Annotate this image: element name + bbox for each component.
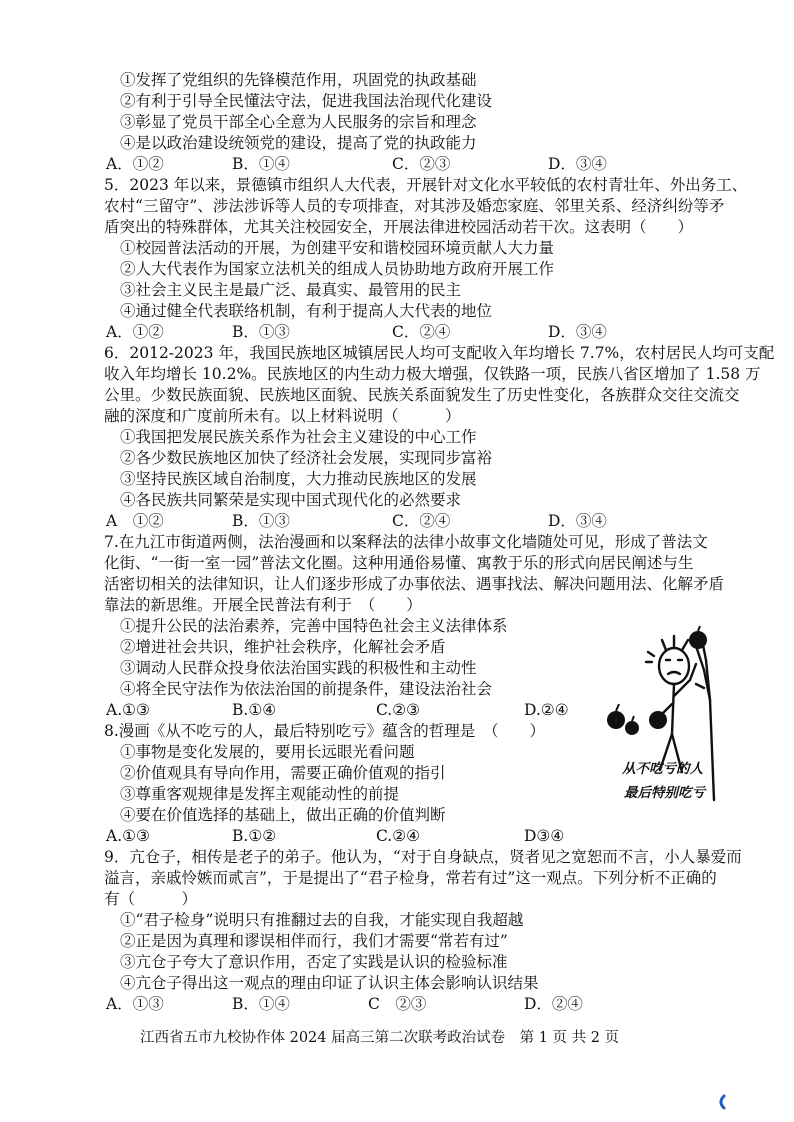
apple-held xyxy=(649,711,667,729)
q7-stem-line-1: 7.在九江市街道两侧，法治漫画和以案释法的法律小故事文化墙随处可见，形成了普法文 xyxy=(104,533,708,551)
q8-option-a: A.①③ xyxy=(106,827,150,845)
q8-option-c: C.②④ xyxy=(376,827,421,845)
q6-statement-2: ②各少数民族地区加快了经济社会发展，实现同步富裕 xyxy=(120,449,493,467)
q5-option-c: C．②④ xyxy=(392,323,451,341)
q8-statement-2: ②价值观具有导向作用，需要正确价值观的指引 xyxy=(120,764,446,782)
q8-statement-3: ③尊重客观规律是发挥主观能动性的前提 xyxy=(120,785,400,803)
q7-stem-line-4: 靠法的新思维。开展全民普法有利于 （ ） xyxy=(104,596,422,614)
q6-option-a: A ①② xyxy=(106,512,164,530)
q5-stem-line-3: 盾突出的特殊群体，尤其关注校园安全，开展法律进校园活动若干次。这表明（ ） xyxy=(104,218,694,236)
q4-statement-1: ①发挥了党组织的先锋模范作用，巩固党的执政基础 xyxy=(120,71,477,89)
q9-statement-2: ②正是因为真理和谬误相伴而行，我们才需要“常若有过” xyxy=(120,932,508,950)
q7-stem-line-2: 化街、“一街一室一园”普法文化圈。这种用通俗易懂、寓教于乐的形式向居民阐述与生 xyxy=(104,554,694,572)
q9-statement-4: ④亢仓子得出这一观点的理由印证了认识主体会影响认识结果 xyxy=(120,974,539,992)
q9-statement-3: ③亢仓子夸大了意识作用，否定了实践是认识的检验标准 xyxy=(120,953,508,971)
q9-stem-line-3: 有（ ） xyxy=(104,890,198,908)
q7-statement-4: ④将全民守法作为依法治国的前提条件，建设法治社会 xyxy=(120,680,493,698)
q4-option-c: C．②③ xyxy=(392,155,451,173)
q9-stem-line-1: 9．亢仓子，相传是老子的弟子。他认为，“对于自身缺点，贤者见之宽恕而不言，小人暴爱而 xyxy=(104,848,742,866)
q7-statement-1: ①提升公民的法治素养，完善中国特色社会主义法律体系 xyxy=(120,617,508,635)
q8-option-b: B.①② xyxy=(232,827,277,845)
q5-statement-3: ③社会主义民主是最广泛、最真实、最管用的民主 xyxy=(120,281,462,299)
q5-statement-1: ①校园普法活动的开展，为创建平安和谐校园环境贡献人大力量 xyxy=(120,239,555,257)
q4-option-a: A．①② xyxy=(106,155,164,173)
q4-statement-3: ③彰显了党员干部全心全意为人民服务的宗旨和理念 xyxy=(120,113,477,131)
q5-option-b: B．①③ xyxy=(232,323,290,341)
q4-statement-4: ④是以政治建设统领党的建设，提高了党的执政能力 xyxy=(120,134,477,152)
q7-option-c: C.②③ xyxy=(376,701,421,719)
q5-stem-line-1: 5．2023 年以来，景德镇市组织人大代表，开展针对文化水平较低的农村青壮年、外出务工、 xyxy=(104,176,748,194)
q7-stem-line-3: 活密切相关的法律知识，让人们逐步形成了办事依法、遇事找法、解决问题用法、化解矛盾 xyxy=(104,575,725,593)
q5-stem-line-2: 农村“三留守”、涉法涉诉等人员的专项排查，对其涉及婚恋家庭、邻里关系、经济纠纷等矛 xyxy=(104,197,725,215)
q7-statement-3: ③调动人民群众投身依法治国实践的积极性和主动性 xyxy=(120,659,477,677)
q5-statement-2: ②人大代表作为国家立法机关的组成人员协助地方政府开展工作 xyxy=(120,260,555,278)
q6-stem-line-4: 融的深度和广度前所未有。以上材料说明（ ） xyxy=(104,407,461,425)
apple-fallen-1 xyxy=(607,711,625,729)
q4-statement-2: ②有利于引导全民懂法守法，促进我国法治现代化建设 xyxy=(120,92,493,110)
q9-option-a: A．①③ xyxy=(106,995,164,1013)
q7-option-d: D.②④ xyxy=(524,701,569,719)
q9-option-b: B．①④ xyxy=(232,995,290,1013)
q9-option-c: C ②③ xyxy=(368,995,427,1013)
q9-stem-line-2: 溢言，亲戚怜嫉而贰言”，于是提出了“君子检身，常若有过”这一观点。下列分析不正确的 xyxy=(104,869,717,887)
q6-statement-4: ④各民族共同繁荣是实现中国式现代化的必然要求 xyxy=(120,491,462,509)
q4-option-d: D．③④ xyxy=(548,155,607,173)
q8-statement-1: ①事物是变化发展的，要用长远眼光看问题 xyxy=(120,743,415,761)
q6-statement-1: ①我国把发展民族关系作为社会主义建设的中心工作 xyxy=(120,428,477,446)
q8-cartoon-caption-2: 最后特别吃亏 xyxy=(624,785,705,801)
q9-option-d: D．②④ xyxy=(524,995,583,1013)
person-body xyxy=(672,684,674,734)
q6-option-b: B．①③ xyxy=(232,512,290,530)
q7-statement-2: ②增进社会共识，维护社会秩序，化解社会矛盾 xyxy=(120,638,446,656)
q6-stem-line-2: 收入年均增长 10.2%。民族地区的内生动力极大增强，仅铁路一项，民族八省区增加了 1.58 万 xyxy=(104,365,761,383)
tree-trunk xyxy=(702,640,714,800)
q6-stem-line-1: 6．2012-2023 年，我国民族地区城镇居民人均可支配收入年均增长 7.7%，农村居民人均可支配 xyxy=(104,344,775,362)
q6-option-d: D．③④ xyxy=(548,512,607,530)
q5-option-d: D．③④ xyxy=(548,323,607,341)
q6-option-c: C．②④ xyxy=(392,512,451,530)
q5-statement-4: ④通过健全代表联络机制，有利于提高人大代表的地位 xyxy=(120,302,493,320)
person-head xyxy=(659,648,689,684)
q8-stem: 8.漫画《从不吃亏的人，最后特别吃亏》蕴含的哲理是 （ ） xyxy=(104,722,546,740)
q7-option-a: A.①③ xyxy=(106,701,150,719)
q7-option-b: B.①④ xyxy=(232,701,277,719)
q6-statement-3: ③坚持民族区域自治制度，大力推动民族地区的发展 xyxy=(120,470,477,488)
q8-option-d: D③④ xyxy=(524,827,565,845)
q5-option-a: A．①② xyxy=(106,323,164,341)
q9-statement-1: ①“君子检身”说明只有推翻过去的自我，才能实现自我超越 xyxy=(120,911,524,929)
apple-on-tree xyxy=(689,631,707,649)
q4-option-b: B．①④ xyxy=(232,155,290,173)
q8-statement-4: ④要在价值选择的基础上，做出正确的价值判断 xyxy=(120,806,446,824)
q6-stem-line-3: 公里。少数民族面貌、民族地区面貌、民族关系面貌发生了历史性变化，各族群众交往交流交 xyxy=(104,386,740,404)
apple-fallen-2 xyxy=(625,721,639,735)
q8-cartoon-caption-1: 从不吃亏的人 xyxy=(622,761,703,777)
page-footer: 江西省五市九校协作体 2024 届高三第二次联考政治试卷 第 1 页 共 2 页 xyxy=(140,1030,620,1046)
scan-mark-icon xyxy=(716,1094,726,1110)
